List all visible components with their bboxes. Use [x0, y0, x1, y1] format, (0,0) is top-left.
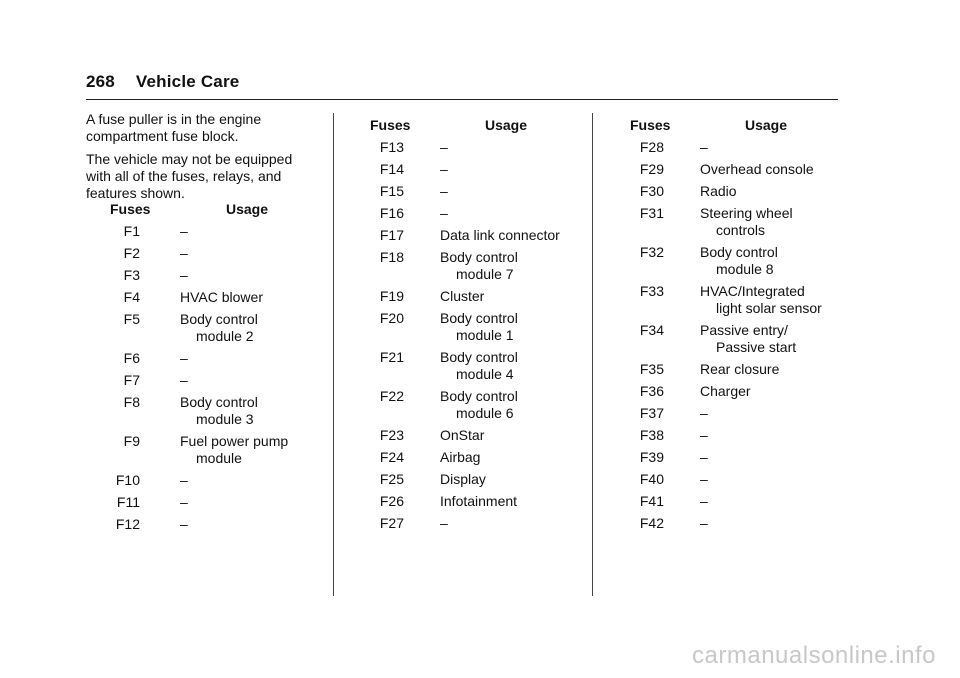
usage-line: –: [180, 223, 188, 239]
fuse-usage: [440, 427, 585, 444]
table-row: [104, 350, 324, 367]
fuse-usage: [700, 493, 845, 510]
fuse-id: F21: [379, 349, 404, 365]
usage-line: Cluster: [440, 288, 485, 304]
intro-text: [86, 111, 316, 208]
table-row: [104, 433, 324, 467]
fuse-usage: [440, 249, 585, 283]
fuse-usage: [700, 515, 845, 532]
fuse-id: F30: [639, 183, 664, 199]
fuse-usage: [700, 244, 845, 278]
fuse-id: F14: [379, 161, 404, 177]
table-row: [104, 289, 324, 306]
usage-line: module 2: [196, 328, 254, 344]
column-divider: [592, 113, 593, 596]
fuse-table-col1: [104, 201, 324, 533]
table-row: [368, 449, 588, 466]
usage-line: module 1: [456, 327, 514, 343]
table-row: [104, 267, 324, 284]
usage-line: Charger: [700, 383, 751, 399]
fuse-usage: [440, 388, 585, 422]
usage-header: Usage: [485, 117, 528, 133]
usage-line: controls: [716, 222, 766, 238]
usage-line: –: [440, 515, 448, 531]
usage-line: module 6: [456, 405, 514, 421]
fuse-table-col2: [368, 117, 588, 532]
fuse-usage: [700, 139, 845, 156]
table-row: [368, 388, 588, 422]
fuse-id: F7: [123, 372, 140, 388]
table-row: [104, 372, 324, 389]
table-row: [628, 205, 848, 239]
table-row: [104, 516, 324, 533]
usage-line: HVAC blower: [180, 289, 263, 305]
table-row: [628, 283, 848, 317]
fuse-id: F42: [639, 515, 664, 531]
fuse-id: F28: [639, 139, 664, 155]
fuse-id: F33: [639, 283, 664, 299]
table-row: [104, 394, 324, 428]
usage-line: Fuel power pump: [180, 433, 289, 449]
usage-line: –: [440, 183, 448, 199]
fuse-id: F13: [379, 139, 404, 155]
table-row: [368, 288, 588, 305]
usage-line: module: [196, 450, 242, 466]
usage-line: Body control: [700, 244, 778, 260]
fuse-id: F2: [123, 245, 140, 261]
table-row: [368, 471, 588, 488]
usage-line: module 4: [456, 366, 514, 382]
usage-line: –: [700, 471, 708, 487]
fuse-id: F27: [379, 515, 404, 531]
page-number: 268: [86, 72, 115, 91]
fuse-usage: [440, 183, 585, 200]
fuse-id: F1: [123, 223, 140, 239]
usage-line: module 7: [456, 266, 514, 282]
usage-line: –: [440, 205, 448, 221]
usage-line: Infotainment: [440, 493, 518, 509]
table-row: [628, 139, 848, 156]
fuse-usage: [700, 471, 845, 488]
fuse-id: F34: [639, 322, 664, 338]
fuse-usage: [440, 161, 585, 178]
usage-line: Overhead console: [700, 161, 814, 177]
fuse-id: F36: [639, 383, 664, 399]
fuse-usage: [440, 288, 585, 305]
usage-line: Body control: [440, 349, 518, 365]
table-row: [104, 472, 324, 489]
fuse-id: F35: [639, 361, 664, 377]
table-row: [368, 161, 588, 178]
usage-line: Rear closure: [700, 361, 780, 377]
section-title: Vehicle Care: [135, 72, 240, 91]
usage-line: light solar sensor: [716, 300, 822, 316]
usage-line: Body control: [180, 311, 258, 327]
usage-line: –: [700, 493, 708, 509]
fuse-usage: [440, 449, 585, 466]
usage-line: –: [700, 405, 708, 421]
intro-paragraph: A fuse puller is in the engine compartment fuse block.: [86, 111, 262, 144]
fuse-usage: [180, 223, 320, 240]
fuse-id: F23: [379, 427, 404, 443]
fuse-usage: [180, 267, 320, 284]
usage-line: –: [180, 372, 188, 388]
usage-line: –: [180, 267, 188, 283]
table-row: [628, 427, 848, 444]
table-row: [368, 249, 588, 283]
fuse-usage: [700, 183, 845, 200]
fuse-usage: [440, 227, 585, 244]
usage-line: OnStar: [440, 427, 485, 443]
usage-line: Display: [440, 471, 486, 487]
fuse-id: F38: [639, 427, 664, 443]
fuse-usage: [180, 289, 320, 306]
fuse-usage: [700, 449, 845, 466]
fuse-table-col3: [628, 117, 848, 532]
table-row: [368, 427, 588, 444]
intro-paragraph: The vehicle may not be equipped with all of the fuses, relays, and features shown.: [86, 151, 293, 201]
fuse-id: F26: [379, 493, 404, 509]
column-divider: [333, 113, 334, 596]
fuse-usage: [180, 372, 320, 389]
fuse-id: F9: [123, 433, 140, 449]
fuse-id: F25: [379, 471, 404, 487]
usage-line: Passive start: [716, 339, 797, 355]
fuse-usage: [700, 205, 845, 239]
fuse-id: F17: [379, 227, 404, 243]
table-row: [368, 205, 588, 222]
fuse-id: F8: [123, 394, 140, 410]
fuse-usage: [700, 322, 845, 356]
table-row: [628, 244, 848, 278]
fuse-usage: [180, 311, 320, 345]
fuse-usage: [180, 350, 320, 367]
usage-line: Body control: [440, 310, 518, 326]
fuse-id: F29: [639, 161, 664, 177]
fuse-id: F16: [379, 205, 404, 221]
fuse-usage: [180, 433, 320, 467]
fuse-id: F20: [379, 310, 404, 326]
fuse-usage: [180, 245, 320, 262]
table-row: [628, 449, 848, 466]
usage-line: Body control: [440, 388, 518, 404]
usage-line: Airbag: [440, 449, 481, 465]
table-row: [628, 322, 848, 356]
table-row: [628, 161, 848, 178]
table-row: [628, 493, 848, 510]
fuse-id: F6: [123, 350, 140, 366]
fuses-header: Fuses: [110, 201, 151, 217]
fuse-id: F24: [379, 449, 404, 465]
usage-line: module 8: [716, 261, 774, 277]
usage-line: –: [700, 515, 708, 531]
table-row: [628, 361, 848, 378]
table-row: [628, 471, 848, 488]
usage-line: –: [700, 449, 708, 465]
fuse-usage: [700, 427, 845, 444]
header-rule: [86, 99, 838, 100]
usage-line: –: [180, 494, 188, 510]
usage-line: –: [180, 350, 188, 366]
table-row: [368, 493, 588, 510]
table-row: [368, 515, 588, 532]
fuse-id: F5: [123, 311, 140, 327]
usage-header: Usage: [226, 201, 269, 217]
usage-line: –: [700, 427, 708, 443]
usage-line: Passive entry/: [700, 322, 788, 338]
usage-line: –: [180, 472, 188, 488]
table-row: [628, 405, 848, 422]
fuse-usage: [440, 310, 585, 344]
fuse-usage: [440, 493, 585, 510]
fuse-id: F22: [379, 388, 404, 404]
fuse-id: F32: [639, 244, 664, 260]
usage-line: Data link connector: [440, 227, 560, 243]
usage-line: –: [440, 161, 448, 177]
fuse-id: F18: [379, 249, 404, 265]
usage-line: Radio: [700, 183, 737, 199]
fuse-id: F10: [115, 472, 140, 488]
fuse-usage: [180, 394, 320, 428]
fuse-usage: [180, 516, 320, 533]
fuse-usage: [440, 205, 585, 222]
fuse-id: F3: [123, 267, 140, 283]
table-row: [368, 310, 588, 344]
table-header: [628, 117, 848, 134]
fuses-header: Fuses: [630, 117, 671, 133]
table-header: [368, 117, 588, 134]
table-row: [368, 183, 588, 200]
fuse-usage: [700, 383, 845, 400]
fuse-id: F31: [639, 205, 664, 221]
table-row: [368, 139, 588, 156]
fuse-usage: [440, 471, 585, 488]
fuse-usage: [700, 161, 845, 178]
table-row: [368, 227, 588, 244]
watermark: carmanualsonline.info: [692, 642, 936, 669]
table-row: [368, 349, 588, 383]
table-header: [104, 201, 324, 218]
fuses-header: Fuses: [370, 117, 411, 133]
usage-line: Body control: [440, 249, 518, 265]
usage-line: Steering wheel: [700, 205, 793, 221]
fuse-id: F39: [639, 449, 664, 465]
fuse-id: F12: [115, 516, 140, 532]
fuse-id: F15: [379, 183, 404, 199]
usage-line: –: [440, 139, 448, 155]
fuse-usage: [700, 283, 845, 317]
fuse-usage: [180, 472, 320, 489]
table-row: [628, 383, 848, 400]
fuse-id: F37: [639, 405, 664, 421]
usage-line: –: [180, 516, 188, 532]
fuse-usage: [440, 515, 585, 532]
table-row: [104, 223, 324, 240]
table-row: [104, 245, 324, 262]
usage-line: module 3: [196, 411, 254, 427]
usage-header: Usage: [745, 117, 788, 133]
page-header: [86, 72, 239, 92]
usage-line: –: [180, 245, 188, 261]
usage-line: –: [700, 139, 708, 155]
table-row: [104, 494, 324, 511]
table-row: [628, 515, 848, 532]
fuse-usage: [700, 405, 845, 422]
fuse-id: F41: [639, 493, 664, 509]
fuse-id: F19: [379, 288, 404, 304]
fuse-usage: [180, 494, 320, 511]
fuse-usage: [440, 349, 585, 383]
fuse-id: F11: [116, 494, 140, 510]
fuse-usage: [700, 361, 845, 378]
table-row: [628, 183, 848, 200]
fuse-usage: [440, 139, 585, 156]
fuse-id: F40: [639, 471, 664, 487]
usage-line: Body control: [180, 394, 258, 410]
table-row: [104, 311, 324, 345]
usage-line: HVAC/Integrated: [700, 283, 805, 299]
fuse-id: F4: [123, 289, 140, 305]
